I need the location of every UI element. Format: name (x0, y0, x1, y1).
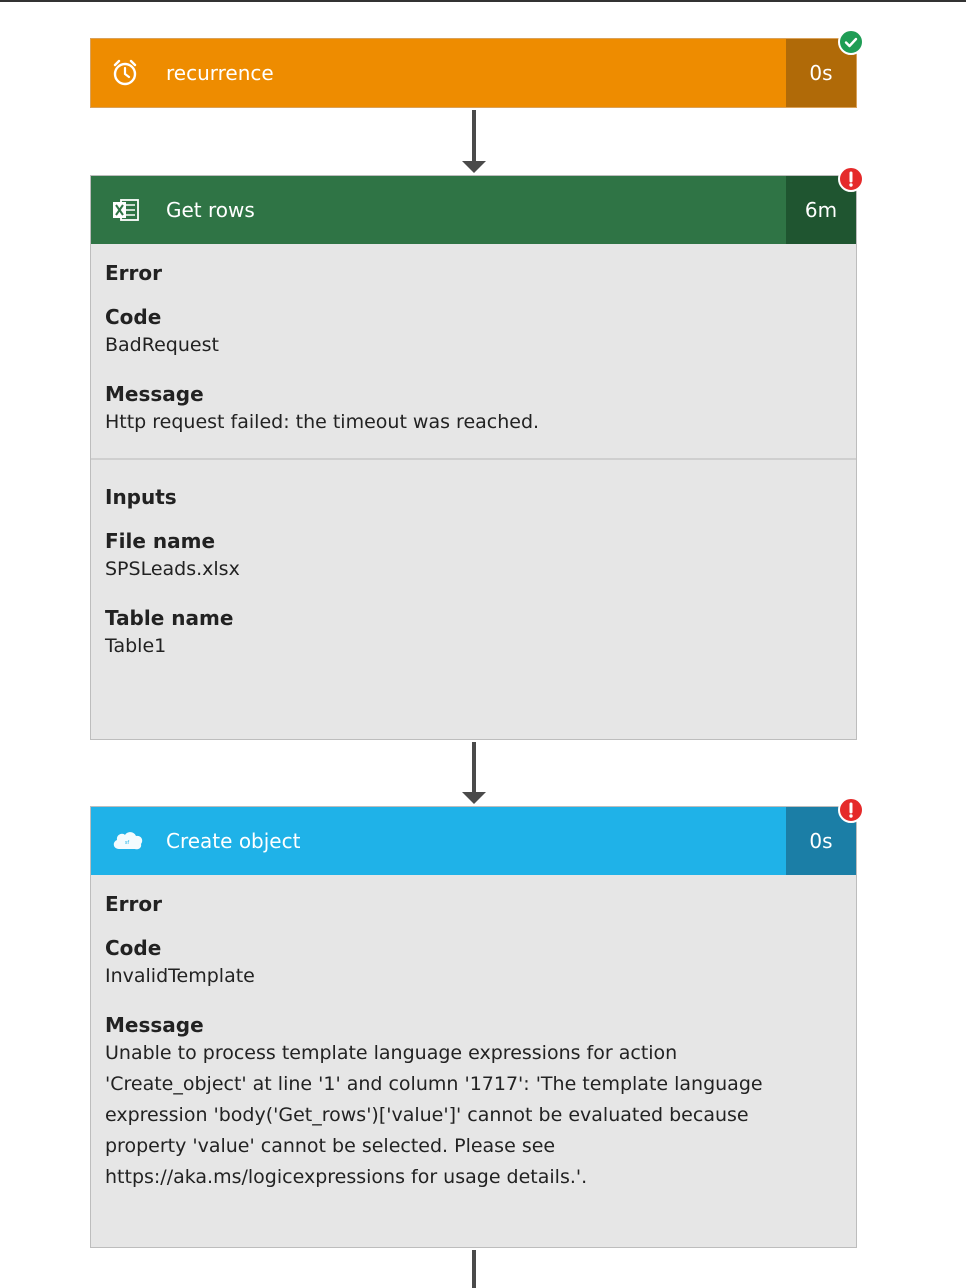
message-line: expression 'body('Get_rows')['value']' cannot be evaluated because (105, 1104, 749, 1126)
message-line: https://aka.ms/logicexpressions for usage details.'. (105, 1166, 588, 1188)
step-duration: 0s (786, 807, 856, 875)
error-section (105, 875, 842, 1193)
get-rows-step-card[interactable] (90, 175, 857, 740)
code-label: Code (105, 936, 162, 960)
message-line: property 'value' cannot be selected. Please see (105, 1135, 556, 1157)
create-object-step-card[interactable] (90, 806, 857, 1248)
message-label: Message (105, 382, 204, 406)
salesforce-icon (111, 827, 141, 855)
error-heading: Error (105, 892, 162, 916)
error-alert-icon (838, 166, 864, 192)
success-check-icon (838, 29, 864, 55)
code-label: Code (105, 305, 162, 329)
file-name-label: File name (105, 529, 216, 553)
step-title: Create object (166, 829, 301, 853)
create-object-step-body (91, 875, 856, 1193)
message-line: Unable to process template language expressions for action (105, 1042, 678, 1064)
message-value: Http request failed: the timeout was reached. (105, 411, 540, 433)
recurrence-step-header[interactable] (91, 39, 856, 107)
message-line: 'Create_object' at line '1' and column '1717': 'The template language (105, 1073, 763, 1095)
alarm-clock-icon (111, 59, 141, 87)
get-rows-step-header[interactable] (91, 176, 856, 244)
error-heading: Error (105, 261, 162, 285)
inputs-section (91, 458, 856, 662)
get-rows-step-body (91, 244, 856, 662)
error-section (105, 244, 842, 458)
table-name-label: Table name (105, 606, 234, 630)
svg-text:sf: sf (124, 840, 130, 846)
arrow-down-icon (462, 161, 486, 173)
inputs-heading: Inputs (105, 485, 177, 509)
recurrence-step-card[interactable] (90, 38, 857, 108)
excel-icon (111, 196, 141, 224)
file-name-value: SPSLeads.xlsx (105, 558, 240, 580)
flow-connector (472, 742, 476, 794)
flow-connector (472, 110, 476, 162)
error-alert-icon (838, 797, 864, 823)
message-label: Message (105, 1013, 204, 1037)
message-value (105, 1038, 842, 1193)
step-duration: 0s (786, 39, 856, 107)
step-title: recurrence (166, 61, 274, 85)
create-object-step-header[interactable] (91, 807, 856, 875)
flow-connector (472, 1250, 476, 1288)
code-value: InvalidTemplate (105, 965, 255, 987)
table-name-value: Table1 (105, 635, 167, 657)
arrow-down-icon (462, 792, 486, 804)
step-duration: 6m (786, 176, 856, 244)
code-value: BadRequest (105, 334, 219, 356)
step-title: Get rows (166, 198, 255, 222)
